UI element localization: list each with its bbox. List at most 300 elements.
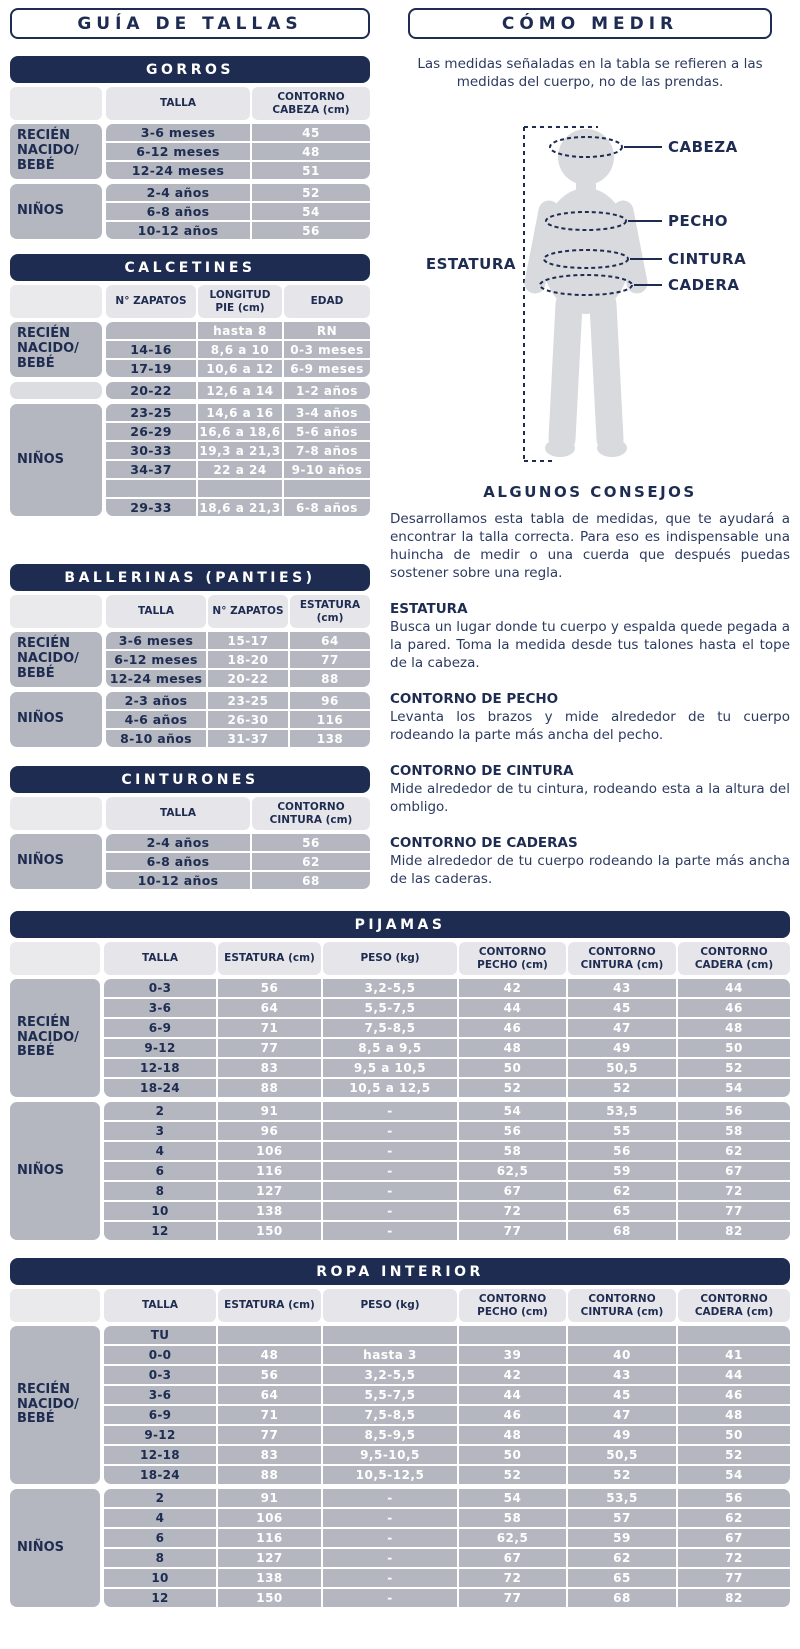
column-header: TALLA (104, 1289, 216, 1322)
cell: 53,5 (568, 1102, 676, 1120)
cell: 16,6 a 18,6 (199, 424, 281, 439)
cell: 8,5 a 9,5 (323, 1039, 457, 1057)
column-header: TALLA (106, 797, 250, 830)
group-label: NIÑOS (10, 834, 102, 889)
table-row (106, 382, 370, 399)
cell: 6-12 meses (106, 143, 250, 160)
cell: 6-9 (104, 1406, 216, 1424)
table-row (104, 1162, 790, 1180)
cell: 49 (568, 1426, 676, 1444)
column-header: PESO (kg) (323, 942, 457, 975)
cell: 127 (218, 1549, 321, 1567)
cell: - (323, 1102, 457, 1120)
cell: 45 (568, 999, 676, 1017)
cell: 9-10 años (284, 461, 370, 478)
cell: 67 (678, 1162, 790, 1180)
group-label (10, 382, 102, 399)
cintura-label: CINTURA (668, 250, 747, 269)
cell: 67 (459, 1182, 566, 1200)
cell: 62 (678, 1142, 790, 1160)
table-row (104, 999, 790, 1017)
table-rows (106, 322, 370, 377)
cell: 65 (568, 1202, 676, 1220)
table-rows (106, 834, 370, 889)
cell: 9-12 (104, 1039, 216, 1057)
column-header: TALLA (104, 942, 216, 975)
cell: - (323, 1489, 457, 1507)
table-row (104, 1446, 790, 1464)
cell: 6 (104, 1529, 216, 1547)
cell: 48 (678, 1019, 790, 1037)
cell: 56 (568, 1142, 676, 1160)
table-rows (104, 1102, 790, 1240)
table-row (106, 670, 370, 687)
cell: 14,6 a 16 (198, 404, 282, 421)
table-row (106, 162, 370, 179)
cell: 18-20 (208, 651, 288, 668)
cell: 6-12 meses (106, 651, 206, 668)
cell: 72 (678, 1182, 790, 1200)
cell: 3-6 (104, 999, 216, 1017)
cell: - (323, 1122, 457, 1140)
cell: 6-8 años (284, 499, 370, 516)
cell: - (323, 1549, 457, 1567)
cell: 0-3 (104, 1366, 216, 1384)
group-label: RECIÉN NACIDO/ BEBÉ (10, 1326, 100, 1484)
table-row (104, 1406, 790, 1424)
cell (218, 1326, 321, 1344)
cell: 7,5-8,5 (323, 1019, 457, 1037)
cell: TU (104, 1326, 216, 1344)
table-row (104, 1549, 790, 1567)
group-label: NIÑOS (10, 184, 102, 239)
cell: 53,5 (568, 1489, 676, 1507)
cell: 52 (568, 1079, 676, 1097)
cell: 116 (290, 711, 370, 728)
cell (106, 480, 196, 497)
cadera-label: CADERA (668, 276, 740, 295)
cell: 12-18 (104, 1059, 216, 1077)
cell: 46 (678, 999, 790, 1017)
cell: 72 (459, 1202, 566, 1220)
cabeza-label: CABEZA (668, 138, 738, 157)
cell: 106 (218, 1509, 321, 1527)
cell: 3,2-5,5 (323, 979, 457, 997)
tip-section-cintura (390, 763, 790, 817)
cell: 62 (252, 853, 370, 870)
table-pijamas (10, 911, 790, 1240)
cell: 4-6 años (106, 711, 206, 728)
cell: 3 (104, 1122, 216, 1140)
cell: 8,5-9,5 (323, 1426, 457, 1444)
cell: 72 (678, 1549, 790, 1567)
tip-heading: CONTORNO DE CINTURA (390, 763, 574, 780)
table-row (104, 1426, 790, 1444)
cell: 64 (218, 999, 321, 1017)
column-header: ESTATURA (cm) (290, 595, 370, 628)
cell (323, 1326, 457, 1344)
table-corner-cell (10, 1289, 100, 1322)
cell: 49 (568, 1039, 676, 1057)
cell: 56 (252, 834, 370, 851)
cell: 52 (459, 1466, 566, 1484)
table-header-row (10, 595, 370, 628)
cell: 5,5-7,5 (323, 1386, 457, 1404)
table-row (104, 1489, 790, 1507)
group-label: NIÑOS (10, 1102, 100, 1240)
table-row (104, 1039, 790, 1057)
cell: 7,5-8,5 (323, 1406, 457, 1424)
table-row (106, 632, 370, 649)
column-header: TALLA (106, 87, 250, 120)
cell: 47 (568, 1019, 676, 1037)
tip-section-caderas (390, 835, 790, 889)
measure-intro-text: Las medidas señaladas en la tabla se refieren a las medidas del cuerpo, no de las prendas. (417, 56, 763, 91)
cell: 46 (459, 1406, 566, 1424)
cell: 138 (218, 1569, 321, 1587)
cell: 150 (218, 1222, 321, 1240)
cell: 50 (678, 1426, 790, 1444)
cell: 23-25 (208, 692, 288, 709)
table-row (106, 222, 370, 239)
top-columns (10, 8, 790, 894)
table-row (104, 1386, 790, 1404)
table-row (106, 711, 370, 728)
cell: 88 (290, 670, 370, 687)
cell: 3-6 meses (106, 632, 206, 649)
table-row (104, 1122, 790, 1140)
cell: 26-30 (208, 711, 288, 728)
tip-body: Mide alrededor de tu cuerpo rodeando la parte más ancha de las caderas. (390, 852, 790, 887)
table-row (104, 1569, 790, 1587)
table-corner-cell (10, 87, 102, 120)
group-label: NIÑOS (10, 692, 102, 747)
cell: 52 (568, 1466, 676, 1484)
cell: 12 (104, 1222, 216, 1240)
table-group (10, 1326, 790, 1484)
cell: 12,6 a 14 (198, 382, 282, 399)
cell: 41 (678, 1346, 790, 1364)
cell: 48 (252, 143, 370, 160)
cell (678, 1326, 790, 1344)
column-header: TALLA (106, 595, 206, 628)
cell: 6-8 años (106, 203, 250, 220)
cell: 48 (459, 1039, 566, 1057)
cell: 6 (104, 1162, 216, 1180)
table-rows (106, 404, 370, 516)
table-row (106, 499, 370, 516)
cell: 56 (252, 222, 370, 239)
column-header: CONTORNO CINTURA (cm) (252, 797, 370, 830)
table-ropa-interior (10, 1258, 790, 1607)
cell: 44 (678, 1366, 790, 1384)
how-to-measure-column (390, 8, 790, 889)
cell: 50 (459, 1059, 566, 1077)
cell: 56 (218, 979, 321, 997)
table-row (106, 322, 370, 339)
cell: 8 (104, 1182, 216, 1200)
table-title-bar: BALLERINAS (PANTIES) (10, 564, 370, 591)
cell: 54 (459, 1489, 566, 1507)
cell: - (323, 1509, 457, 1527)
cell: 14-16 (106, 341, 196, 358)
cell: 0-3 (104, 979, 216, 997)
table-header-cells (104, 942, 790, 975)
cell: 50 (678, 1039, 790, 1057)
size-guide-title: GUÍA DE TALLAS (10, 8, 370, 39)
table-group (10, 124, 370, 179)
table-group (10, 979, 790, 1097)
table-corner-cell (10, 942, 100, 975)
cell: 57 (568, 1509, 676, 1527)
cell: 50,5 (568, 1446, 676, 1464)
cell: 91 (218, 1102, 321, 1120)
table-cinturones (10, 766, 370, 889)
table-row (104, 1202, 790, 1220)
cell: 48 (459, 1426, 566, 1444)
column-header: LONGITUD PIE (cm) (198, 285, 282, 318)
table-header-row (10, 285, 370, 318)
cell: 58 (678, 1122, 790, 1140)
cell: RN (284, 322, 370, 339)
cell: 52 (252, 184, 370, 201)
cell: 3-6 (104, 1386, 216, 1404)
cell: 64 (218, 1386, 321, 1404)
cell: 58 (459, 1142, 566, 1160)
table-row (104, 1509, 790, 1527)
table-rows (104, 1326, 790, 1484)
tip-heading: CONTORNO DE PECHO (390, 691, 559, 708)
tip-body: Mide alrededor de tu cintura, rodeando esta a la altura del ombligo. (390, 781, 790, 815)
table-corner-cell (10, 595, 102, 628)
cell: 88 (218, 1466, 321, 1484)
cell: 10 (104, 1569, 216, 1587)
column-header: EDAD (284, 285, 370, 318)
how-to-measure-title: CÓMO MEDIR (408, 8, 772, 39)
cell: 71 (218, 1406, 321, 1424)
cell: 46 (459, 1019, 566, 1037)
cell: 72 (459, 1569, 566, 1587)
table-group (10, 184, 370, 239)
cell (198, 480, 282, 497)
cell: 116 (218, 1529, 321, 1547)
cell: 10,6 a 12 (198, 360, 282, 377)
group-label: RECIÉN NACIDO/ BEBÉ (10, 632, 102, 687)
cell: 17-19 (106, 360, 196, 377)
cell: 8-10 años (106, 730, 206, 747)
cell: 55 (568, 1122, 676, 1140)
cell: 2 (104, 1489, 216, 1507)
table-row (106, 872, 370, 889)
cell: 10-12 años (106, 222, 250, 239)
cell: 12 (104, 1589, 216, 1607)
cell: 8,6 a 10 (198, 341, 282, 358)
cell: 2-3 años (106, 692, 206, 709)
group-label: RECIÉN NACIDO/ BEBÉ (10, 124, 102, 179)
cell: 2-4 años (106, 834, 250, 851)
table-group (10, 692, 370, 747)
table-row (106, 423, 370, 440)
cell: 18-24 (104, 1079, 216, 1097)
cell: 3,2-5,5 (323, 1366, 457, 1384)
cell: 83 (218, 1059, 321, 1077)
table-row (106, 853, 370, 870)
cell: 116 (218, 1162, 321, 1180)
table-row (104, 1059, 790, 1077)
cell: 77 (678, 1569, 790, 1587)
table-group (10, 1489, 790, 1607)
tips-intro: Desarrollamos esta tabla de medidas, que te ayudará a encontrar la talla correcta. Para eso es indispensable una huincha de medir o una cuerda que después puedas sostener sobre una regla. (390, 511, 790, 582)
table-group (10, 322, 370, 377)
cell: 127 (218, 1182, 321, 1200)
table-row (104, 1589, 790, 1607)
cell: 3-4 años (284, 404, 370, 421)
cell: 10 (104, 1202, 216, 1220)
column-header: CONTORNO PECHO (cm) (459, 1289, 566, 1322)
cell: 9,5 a 10,5 (323, 1059, 457, 1077)
table-row (104, 1326, 790, 1344)
child-silhouette (535, 129, 637, 457)
tip-heading: CONTORNO DE CADERAS (390, 834, 578, 851)
cell: 48 (678, 1406, 790, 1424)
column-header: CONTORNO CABEZA (cm) (252, 87, 370, 120)
cell: 82 (678, 1589, 790, 1607)
cell: 77 (678, 1202, 790, 1220)
cell: 64 (290, 632, 370, 649)
cell: 106 (218, 1142, 321, 1160)
group-label: RECIÉN NACIDO/ BEBÉ (10, 979, 100, 1097)
table-ballerinas (10, 564, 370, 747)
table-title-bar: PIJAMAS (10, 911, 790, 938)
cell: 18,6 a 21,3 (199, 500, 281, 515)
cell: 44 (459, 999, 566, 1017)
cell: 3-6 meses (106, 124, 250, 141)
cell: 96 (218, 1122, 321, 1140)
table-row (106, 184, 370, 201)
cell: 4 (104, 1142, 216, 1160)
cell: 45 (252, 124, 370, 141)
cell: 0-3 meses (284, 341, 370, 358)
table-row (106, 442, 370, 459)
cell: 51 (252, 162, 370, 179)
table-row (104, 1182, 790, 1200)
table-header-cells (106, 595, 370, 628)
cell: 15-17 (208, 632, 288, 649)
table-rows (106, 632, 370, 687)
cell: 9-12 (104, 1426, 216, 1444)
cell: 31-37 (208, 730, 288, 747)
column-header: ESTATURA (cm) (218, 1289, 321, 1322)
cell: 12-18 (104, 1446, 216, 1464)
table-row (106, 461, 370, 478)
cell: 12-24 meses (106, 162, 250, 179)
table-rows (104, 979, 790, 1097)
cell: 44 (678, 979, 790, 997)
group-label: NIÑOS (10, 1489, 100, 1607)
cell: 96 (290, 692, 370, 709)
cell: 82 (678, 1222, 790, 1240)
cell: 2-4 años (106, 184, 250, 201)
cell: 8 (104, 1549, 216, 1567)
table-row (104, 979, 790, 997)
cell: 68 (252, 872, 370, 889)
table-row (106, 692, 370, 709)
table-row (106, 480, 370, 497)
cell: 19,3 a 21,3 (199, 443, 281, 458)
tip-body: Levanta los brazos y mide alrededor de tu cuerpo rodeando la parte más ancha del pecho. (390, 709, 790, 744)
column-header: ESTATURA (cm) (218, 942, 321, 975)
cell: 65 (568, 1569, 676, 1587)
table-header-cells (106, 797, 370, 830)
table-title-bar: ROPA INTERIOR (10, 1258, 790, 1285)
cell: 77 (459, 1589, 566, 1607)
cell: - (323, 1162, 457, 1180)
table-header-row (10, 87, 370, 120)
cell: 10-12 años (106, 872, 250, 889)
cell: 30-33 (106, 442, 196, 459)
cell: 52 (678, 1059, 790, 1077)
cell: 88 (218, 1079, 321, 1097)
cell: 91 (218, 1489, 321, 1507)
cell (106, 322, 196, 339)
column-header: PESO (kg) (323, 1289, 457, 1322)
table-title-bar: GORROS (10, 56, 370, 83)
cell: 138 (218, 1202, 321, 1220)
table-row (104, 1019, 790, 1037)
table-rows (104, 1489, 790, 1607)
cell: 2 (104, 1102, 216, 1120)
table-header-row (10, 1289, 790, 1322)
cell: 77 (459, 1222, 566, 1240)
cell: 39 (459, 1346, 566, 1364)
cell: 62 (568, 1549, 676, 1567)
cell: 5-6 años (284, 423, 370, 440)
cell: 42 (459, 1366, 566, 1384)
column-header: CONTORNO CADERA (cm) (678, 942, 790, 975)
table-header-row (10, 797, 370, 830)
table-row (104, 1079, 790, 1097)
column-header: N° ZAPATOS (106, 285, 196, 318)
cell: 0-0 (104, 1346, 216, 1364)
cell: 43 (568, 1366, 676, 1384)
table-corner-cell (10, 285, 102, 318)
cell: 58 (459, 1509, 566, 1527)
cell: 52 (678, 1446, 790, 1464)
cell: 77 (218, 1426, 321, 1444)
cell: 34-37 (106, 461, 196, 478)
table-header-cells (106, 285, 370, 318)
table-calcetines (10, 254, 370, 516)
cell: 77 (290, 651, 370, 668)
tip-section-pecho (390, 691, 790, 745)
cell: 56 (678, 1489, 790, 1507)
cell: 68 (568, 1222, 676, 1240)
table-row (106, 404, 370, 421)
cell: 6-9 meses (284, 360, 370, 377)
tip-heading: ESTATURA (390, 601, 468, 618)
cell: 67 (678, 1529, 790, 1547)
tips-title: ALGUNOS CONSEJOS (483, 483, 697, 502)
column-header: N° ZAPATOS (208, 595, 288, 628)
cell: 10,5-12,5 (323, 1466, 457, 1484)
cell: 67 (459, 1549, 566, 1567)
cell: 62,5 (459, 1529, 566, 1547)
cell (568, 1326, 676, 1344)
column-header: CONTORNO CINTURA (cm) (568, 942, 676, 975)
body-measure-diagram (390, 99, 790, 471)
cell: 9,5-10,5 (323, 1446, 457, 1464)
column-header: CONTORNO CINTURA (cm) (568, 1289, 676, 1322)
